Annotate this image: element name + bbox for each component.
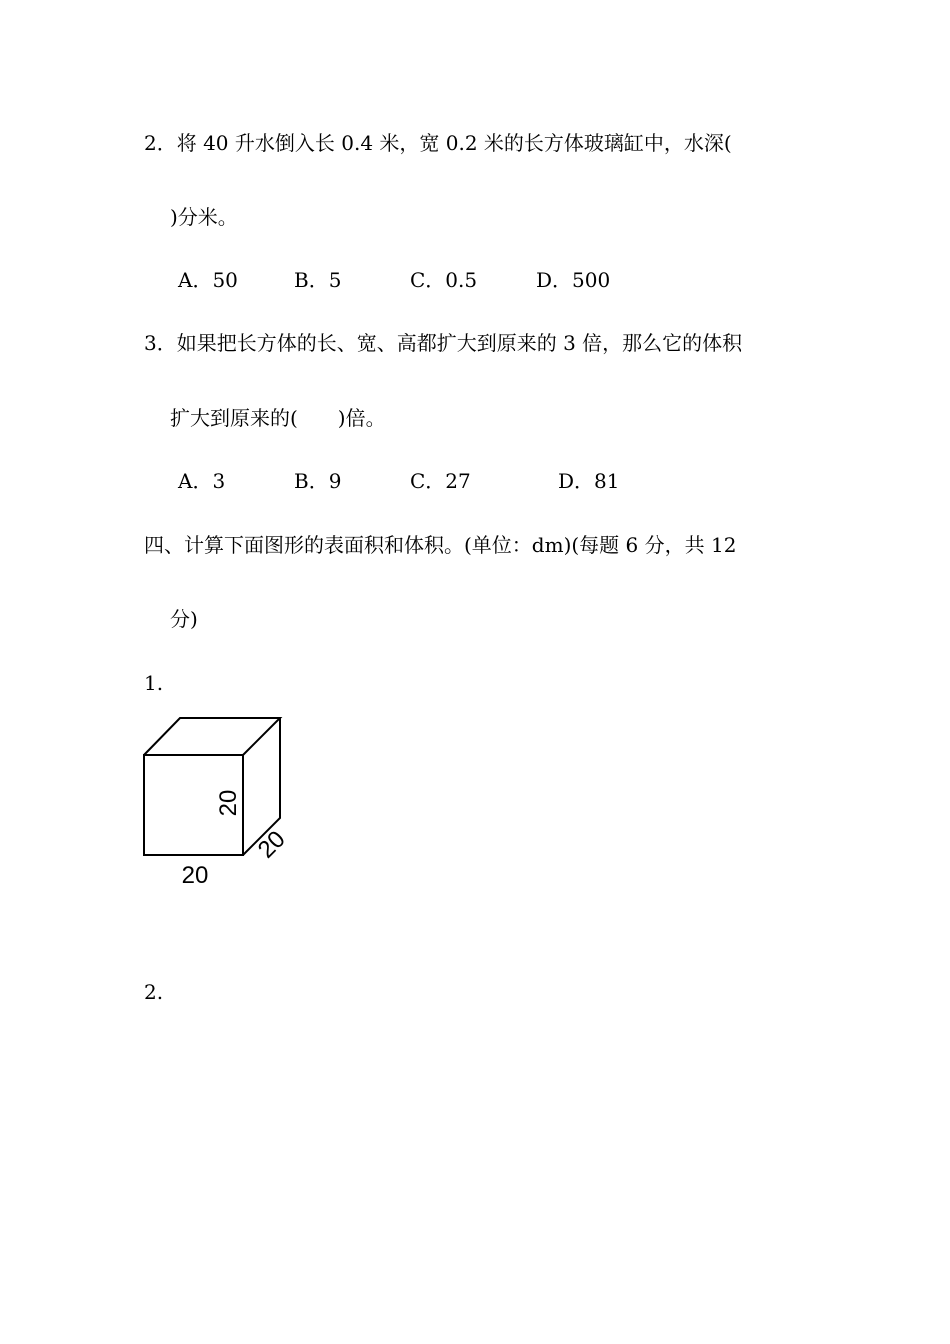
cube-label-width: 20 [181,862,209,889]
cube-top-face [144,718,280,755]
q3-option-a: A．3 [178,469,226,493]
figure2-number: 2. [144,980,164,1004]
q2-option-c: C．0.5 [410,268,478,292]
q2-stem-line1: 2．将 40 升水倒入长 0.4 米，宽 0.2 米的长方体玻璃缸中，水深( [144,131,732,155]
q2-option-b: B．5 [294,268,342,292]
section4-heading-line2: 分) [170,607,198,631]
q2-option-a: A．50 [178,268,238,292]
q3-stem-line2: 扩大到原来的( )倍。 [170,406,386,430]
q3-option-c: C．27 [410,469,471,493]
section4-heading-line1: 四、计算下面图形的表面积和体积。(单位：dm)(每题 6 分，共 12 [144,533,737,557]
figure1-number: 1. [144,671,164,695]
q3-option-d: D．81 [558,469,620,493]
q2-option-d: D．500 [536,268,611,292]
q2-stem-line2: )分米。 [170,205,238,229]
cube-label-height: 20 [215,789,242,817]
q3-stem-line1: 3．如果把长方体的长、宽、高都扩大到原来的 3 倍，那么它的体积 [144,331,743,355]
cube-label-depth: 20 [252,825,291,864]
q3-option-b: B．9 [294,469,342,493]
